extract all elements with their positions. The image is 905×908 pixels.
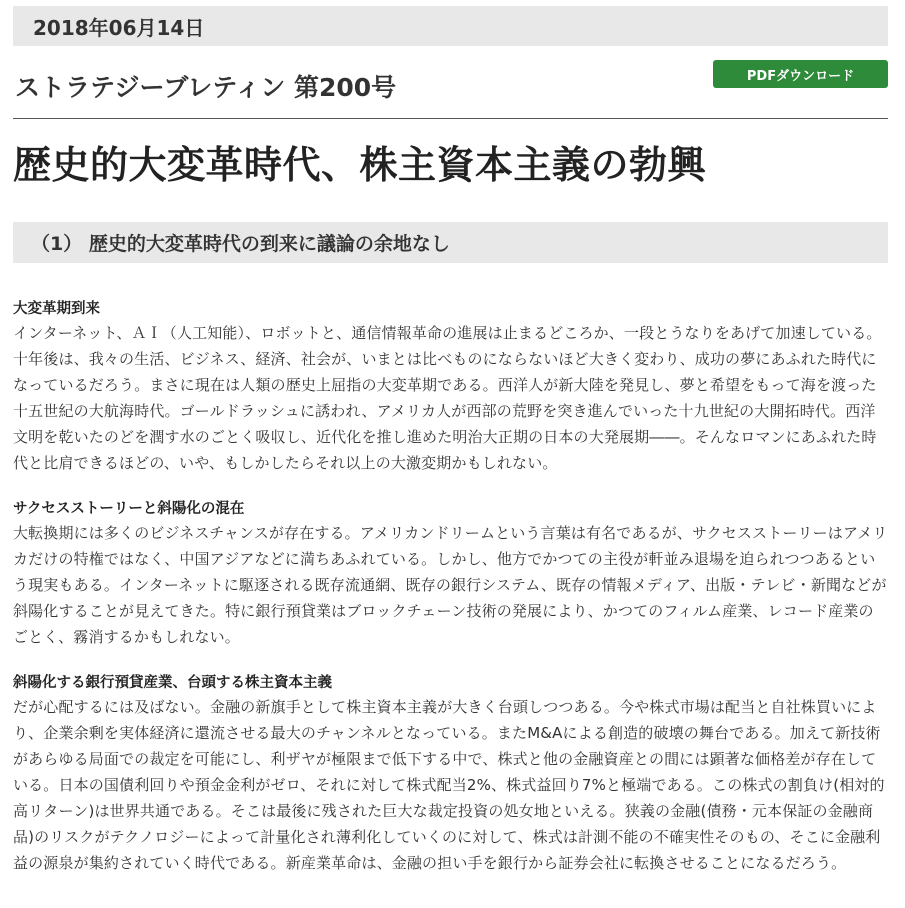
- paragraph-block: [13, 498, 888, 650]
- paragraph-heading: 大変革期到来: [13, 301, 100, 317]
- paragraph-heading: サクセスストーリーと斜陽化の混在: [13, 501, 245, 517]
- paragraph-text: だが心配するには及ばない。金融の新旗手として株主資本主義が大きく台頭しつつある。今や株式市場は配当と自社株買いにより、企業余剰を実体経済に還流させる最大のチャンネルとなっている。またM&Aによる創造的破壊の舞台である。加えて新技術があらゆる局面での裁定を可能にし、利ザヤが極限まで低下する中で、株式と他の金融資産との間には顕著な価格差が存在している。日本の国債利回りや預金金利がゼロ、それに対して株式配当2%、株式益回り7%と極端である。この株式の割負け(相対的高リターン)は世界共通である。そこは最後に残された巨大な裁定投資の処女地といえる。狭義の金融(債務・元本保証の金融商品)のリスクがテクノロジーによって計量化され薄利化していくのに対して、株式は計測不能の不確実性そのもの、そこに金融利益の源泉が集約されていく時代である。新産業革命は、金融の担い手を銀行から証券会社に転換させることになるだろう。: [13, 698, 885, 872]
- paragraph-block: [13, 298, 888, 476]
- page-title: 歴史的大変革時代、株主資本主義の勃興: [13, 143, 707, 187]
- bulletin-header: [13, 60, 888, 119]
- paragraph-block: [13, 672, 888, 876]
- paragraph-text: 大転換期には多くのビジネスチャンスが存在する。アメリカンドリームという言葉は有名であるが、サクセスストーリーはアメリカだけの特権ではなく、中国アジアなどに満ちあふれている。しかし、他方でかつての主役が軒並み退場を迫られつつあるという現実もある。インターネットに駆逐される既存流通網、既存の銀行システム、既存の情報メディア、出版・テレビ・新聞などが斜陽化することが見えてきた。特に銀行預貸業はブロックチェーン技術の発展により、かつてのフィルム産業、レコード産業のごとく、霧消するかもしれない。: [13, 524, 888, 646]
- publish-date: 2018年06月14日: [33, 15, 205, 40]
- paragraph-text: インターネット、ＡＩ（人工知能）、ロボットと、通信情報革命の進展は止まるどころか、一段とうなりをあげて加速している。十年後は、我々の生活、ビジネス、経済、社会が、いまとは比べものにならないほど大きく変わり、成功の夢にあふれた時代になっているだろう。まさに現在は人類の歴史上屈指の大変革期である。西洋人が新大陸を発見し、夢と希望をもって海を渡った十五世紀の大航海時代。ゴールドラッシュに誘われ、アメリカ人が西部の荒野を突き進んでいった十九世紀の大開拓時代。西洋文明を乾いたのどを潤す水のごとく吸収し、近代化を推し進めた明治大正期の日本の大発展期――。そんなロマンにあふれた時代と比肩できるほどの、いや、もしかしたらそれ以上の大激変期かもしれない。: [13, 324, 882, 472]
- section-title: （1） 歴史的大変革時代の到来に議論の余地なし: [31, 233, 450, 255]
- section-heading: [13, 222, 888, 263]
- date-bar: [13, 6, 888, 46]
- pdf-download-button[interactable]: PDFダウンロード: [713, 60, 888, 88]
- bulletin-title: ストラテジーブレティン 第200号: [15, 73, 397, 102]
- paragraph-heading: 斜陽化する銀行預貸産業、台頭する株主資本主義: [13, 675, 332, 691]
- article-body: [13, 298, 888, 898]
